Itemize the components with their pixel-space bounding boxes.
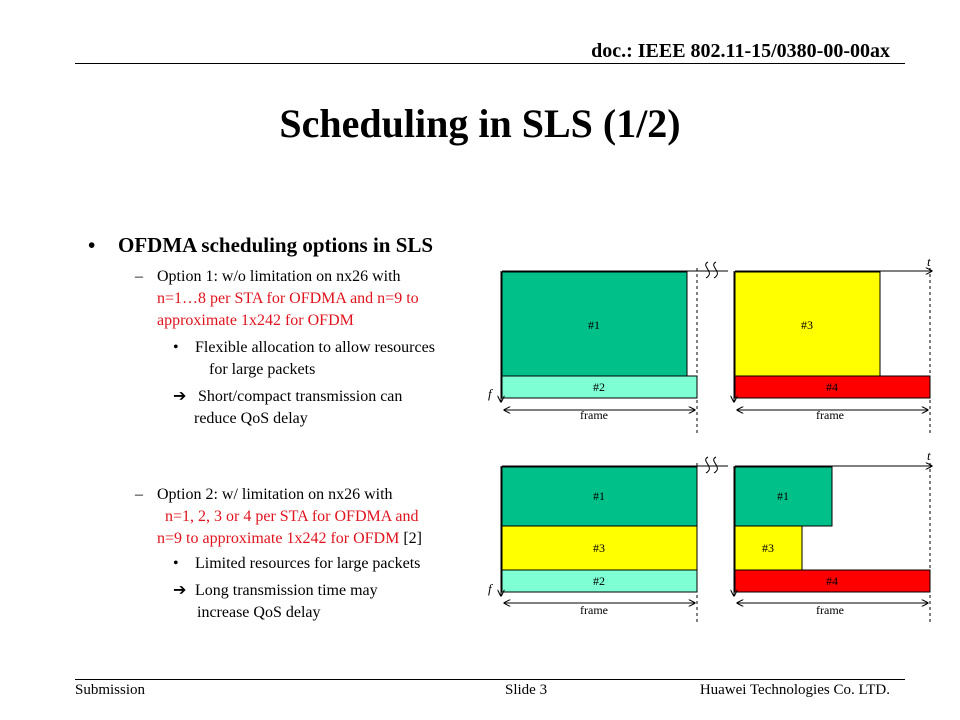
footer-slide-number: Slide 3 <box>505 682 548 698</box>
option2-sub1-text: Limited resources for large packets <box>195 555 421 572</box>
bottom-right-block-1-label: #1 <box>777 489 789 503</box>
top-block-3-label: #3 <box>801 318 813 332</box>
option1-red-line-1: n=1…8 per STA for OFDMA and n=9 to <box>157 290 419 307</box>
bottom-frame-label-left: frame <box>580 603 608 617</box>
top-block-2-label: #2 <box>593 380 605 394</box>
top-t-axis-label: t <box>927 254 931 269</box>
option1-sub2-line-1: Short/compact transmission can <box>198 388 403 405</box>
bottom-f-axis-label: f <box>488 581 492 596</box>
footer-rule <box>75 679 905 680</box>
section-heading: OFDMA scheduling options in SLS <box>118 233 434 257</box>
option2-red-line-1: n=1, 2, 3 or 4 per STA for OFDMA and <box>165 508 419 525</box>
bottom-left-block-3-label: #3 <box>593 541 605 555</box>
bottom-left-block-2-label: #2 <box>593 574 605 588</box>
bottom-frame-label-right: frame <box>816 603 844 617</box>
bottom-left-block-1-label: #1 <box>593 489 605 503</box>
option2-arrow: ➔ <box>173 582 187 599</box>
option2-diagram <box>488 448 932 625</box>
bullet-marker: • <box>88 233 96 257</box>
bottom-axis-break-icon <box>706 457 718 473</box>
slide-title: Scheduling in SLS (1/2) <box>279 101 681 146</box>
document-id: doc.: IEEE 802.11-15/0380-00-00ax <box>591 40 890 62</box>
top-frame-label-left: frame <box>580 408 608 422</box>
option2-reference: [2] <box>399 530 422 547</box>
bottom-right-block-4-label: #4 <box>826 574 838 588</box>
option2-dash: – <box>135 486 143 503</box>
footer-submission: Submission <box>75 682 146 698</box>
option1-sub2-line-2: reduce QoS delay <box>194 410 308 427</box>
option2-sub1-bullet: • <box>173 555 179 572</box>
top-f-axis-label: f <box>488 386 492 401</box>
option1-lead: Option 1: w/o limitation on nx26 with <box>157 268 401 285</box>
top-axis-break-icon <box>706 262 718 278</box>
bottom-right-block-3-label: #3 <box>762 541 774 555</box>
option1-sub1-bullet: • <box>173 339 179 356</box>
option1-diagram <box>488 254 932 435</box>
option2-red-line-2: n=9 to approximate 1x242 for OFDM <box>157 530 400 547</box>
top-frame-label-right: frame <box>816 408 844 422</box>
option1-arrow: ➔ <box>173 388 187 405</box>
top-block-1-label: #1 <box>588 318 600 332</box>
option2-lead: Option 2: w/ limitation on nx26 with <box>157 486 393 503</box>
option1-sub1-line-2: for large packets <box>209 361 316 378</box>
option2-sub2-line-2: increase QoS delay <box>197 604 321 621</box>
option1-dash: – <box>135 268 143 285</box>
option2-sub2-line-1: Long transmission time may <box>195 582 378 599</box>
bottom-t-axis-label: t <box>927 448 931 463</box>
footer-company: Huawei Technologies Co. LTD. <box>699 682 890 698</box>
top-block-4-label: #4 <box>826 380 838 394</box>
option1-red-line-2: approximate 1x242 for OFDM <box>157 312 354 329</box>
option1-sub1-line-1: Flexible allocation to allow resources <box>195 339 435 356</box>
